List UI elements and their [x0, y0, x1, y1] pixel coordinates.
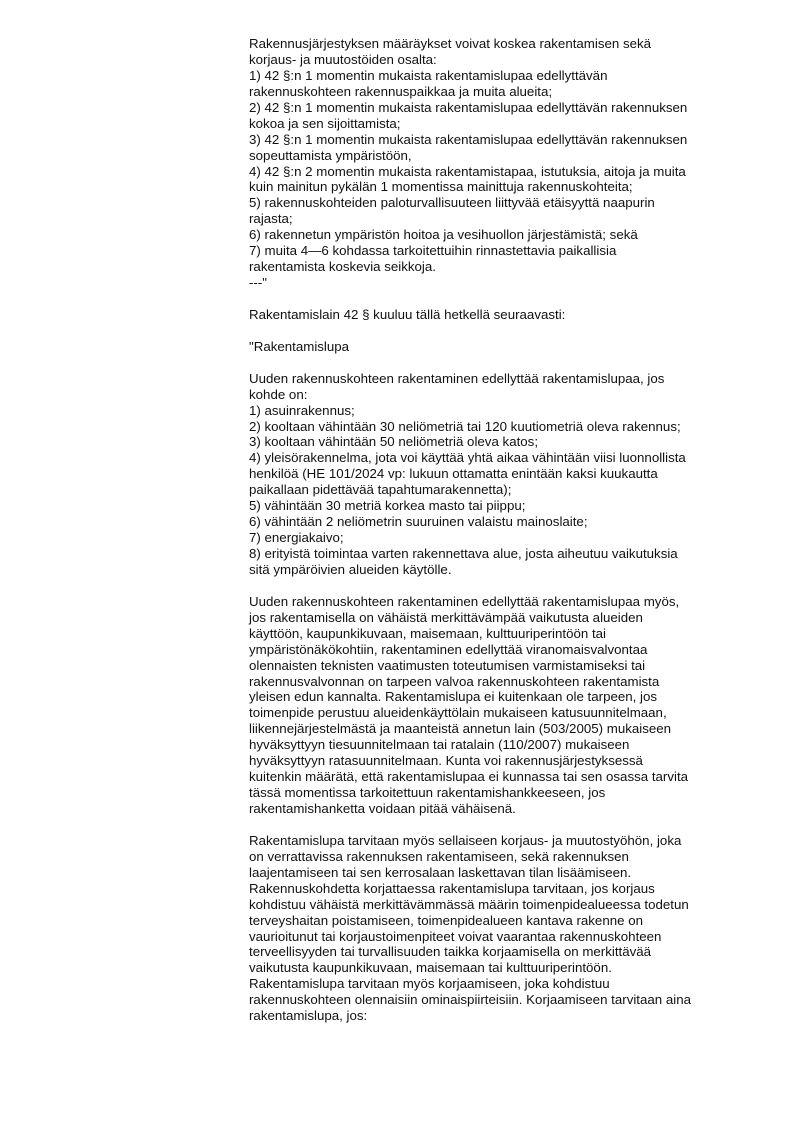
text-line: rakennuskohteen olennaisiin ominaispiirteisiin. Korjaamiseen tarvitaan aina: [249, 992, 692, 1008]
list-item: 6) vähintään 2 neliömetrin suuruinen valaistu mainoslaite;: [249, 514, 588, 530]
text-line: hyväksyttyyn tiesuunnitelmaan tai ratalain (110/2007) mukaiseen: [249, 737, 630, 753]
text-line: terveyshaitan poistamiseen, toimenpidealueen kantava rakenne on: [249, 912, 643, 928]
text-line: tässä momentissa tarkoitettuun rakentamishankkeeseen, jos: [249, 785, 606, 801]
list-item: 6) rakennetun ympäristön hoitoa ja vesihuollon järjestämistä; sekä: [249, 227, 638, 243]
text-line: Rakennuskohdetta korjattaessa rakentamislupa tarvitaan, jos korjaus: [249, 880, 655, 896]
text-line: Rakentamislupa tarvitaan myös korjaamiseen, joka kohdistuu: [249, 976, 610, 992]
list-item: 5) vähintään 30 metriä korkea masto tai piippu;: [249, 498, 526, 514]
list-item: 5) rakennuskohteiden paloturvallisuuteen liittyvää etäisyyttä naapurin: [249, 195, 655, 211]
list-item: 4) 42 §:n 2 momentin mukaista rakentamistapaa, istutuksia, aitoja ja muita: [249, 163, 686, 179]
text-line: sitä ympäröivien alueiden käytölle.: [249, 561, 452, 577]
text-line: vaikutusta kaupunkikuvaan, maisemaan tai kulttuuriperintöön.: [249, 960, 612, 976]
text-line: kohdistuu vähäistä merkittävämmässä määrin toimenpidealueessa todetun: [249, 896, 689, 912]
text-line: vaurioitunut tai korjaustoimenpiteet voivat vaarantaa rakennuskohteen: [249, 928, 662, 944]
text-line: rakentamislupa, jos:: [249, 1008, 368, 1024]
list-item: 3) kooltaan vähintään 50 neliömetriä oleva katos;: [249, 434, 539, 450]
text-line: toimenpide perustuu alueidenkäyttölain mukaiseen katusuunnitelmaan,: [249, 705, 667, 721]
list-item: 7) muita 4—6 kohdassa tarkoitettuihin rinnastettavia paikallisia: [249, 243, 617, 259]
list-item: 8) erityistä toimintaa varten rakennettava alue, josta aiheutuu vaikutuksia: [249, 546, 678, 561]
text-line: rakennusvalvonnan on tarpeen valvoa rakennuskohteen rakentamista: [249, 673, 660, 689]
text-line: rajasta;: [249, 211, 293, 227]
text-line: sopeuttamista ympäristöön,: [249, 147, 412, 163]
paragraph-rakennusjarjestys: [249, 36, 743, 291]
text-line: ---": [249, 275, 268, 291]
list-item: 7) energiakaivo;: [249, 530, 344, 546]
list-item: 2) kooltaan vähintään 30 neliömetriä tai 120 kuutiometriä oleva rakennus;: [249, 418, 681, 434]
text-line: henkilöä (HE 101/2024 vp: lukuun ottamatta enintään kaksi kuukautta: [249, 466, 658, 482]
text-line: Rakentamislupa tarvitaan myös sellaiseen korjaus- ja muutostyöhön, joka: [249, 832, 682, 848]
section-heading: [249, 339, 743, 355]
list-item: 1) asuinrakennus;: [249, 402, 355, 418]
text-line: kokoa ja sen sijoittamista;: [249, 115, 401, 131]
text-line: on verrattavissa rakennuksen rakentamiseen, sekä rakennuksen: [249, 848, 629, 864]
text-line: ympäristönäkökohtiin, rakentaminen edellyttää viranomaisvalvontaa: [249, 641, 648, 657]
paragraph-intro-42: [249, 307, 743, 323]
text-line: liikennejärjestelmästä ja maanteistä annetun lain (503/2005) mukaiseen: [249, 721, 672, 737]
text-line: jos rakentamisella on vähäistä merkittävämpää vaikutusta alueiden: [249, 609, 643, 625]
text-line: Uuden rakennuskohteen rakentaminen edellyttää rakentamislupaa, jos: [249, 370, 665, 386]
section-title: "Rakentamislupa: [249, 338, 350, 354]
text-line: terveellisyyden tai turvallisuuden taikka korjaamisella on merkittävää: [249, 944, 652, 960]
paragraph-42-2: [249, 594, 743, 817]
text-line: yleisen edun kannalta. Rakentamislupa ei kuitenkaan ole tarpeen, jos: [249, 689, 658, 705]
list-item: 2) 42 §:n 1 momentin mukaista rakentamislupaa edellyttävän rakennuksen: [249, 99, 688, 115]
text-line: rakennuskohteen rakennuspaikkaa ja muita alueita;: [249, 83, 553, 99]
paragraph-42-1: [249, 371, 743, 578]
text-line: hyväksyttyyn ratasuunnitelmaan. Kunta voi rakennusjärjestyksessä: [249, 753, 643, 769]
text-line: käyttöön, kaupunkikuvaan, maisemaan, kulttuuriperintöön tai: [249, 625, 607, 641]
paragraph-42-3: [249, 833, 743, 1024]
text-line: paikallaan pidettävää tapahtumarakennetta);: [249, 482, 512, 498]
text-line: laajentamiseen tai sen kerrosalaan laskettavan tilan lisäämiseen.: [249, 864, 632, 880]
text-line: kuin mainitun pykälän 1 momentissa mainittuja rakennuskohteita;: [249, 179, 633, 195]
list-item: 4) yleisörakennelma, jota voi käyttää yhtä aikaa vähintään viisi luonnollista: [249, 450, 686, 466]
text-line: rakentamishanketta voidaan pitää vähäisenä.: [249, 801, 516, 816]
text-line: kuitenkin määrätä, että rakentamislupaa ei kunnassa tai sen osassa tarvita: [249, 769, 689, 785]
list-item: 3) 42 §:n 1 momentin mukaista rakentamislupaa edellyttävän rakennuksen: [249, 131, 688, 147]
text-line: Uuden rakennuskohteen rakentaminen edellyttää rakentamislupaa myös,: [249, 593, 680, 609]
text-line: kohde on:: [249, 386, 308, 402]
list-item: 1) 42 §:n 1 momentin mukaista rakentamislupaa edellyttävän: [249, 67, 608, 83]
text-line: Rakentamislain 42 § kuuluu tällä hetkellä seuraavasti:: [249, 306, 566, 322]
text-line: rakentamista koskevia seikkoja.: [249, 259, 436, 275]
text-line: Rakennusjärjestyksen määräykset voivat koskea rakentamisen sekä: [249, 36, 652, 51]
text-line: korjaus- ja muutostöiden osalta:: [249, 51, 437, 67]
text-line: olennaisten teknisten vaatimusten toteutumisen varmistamiseksi tai: [249, 657, 646, 673]
document-page: [249, 36, 743, 1040]
